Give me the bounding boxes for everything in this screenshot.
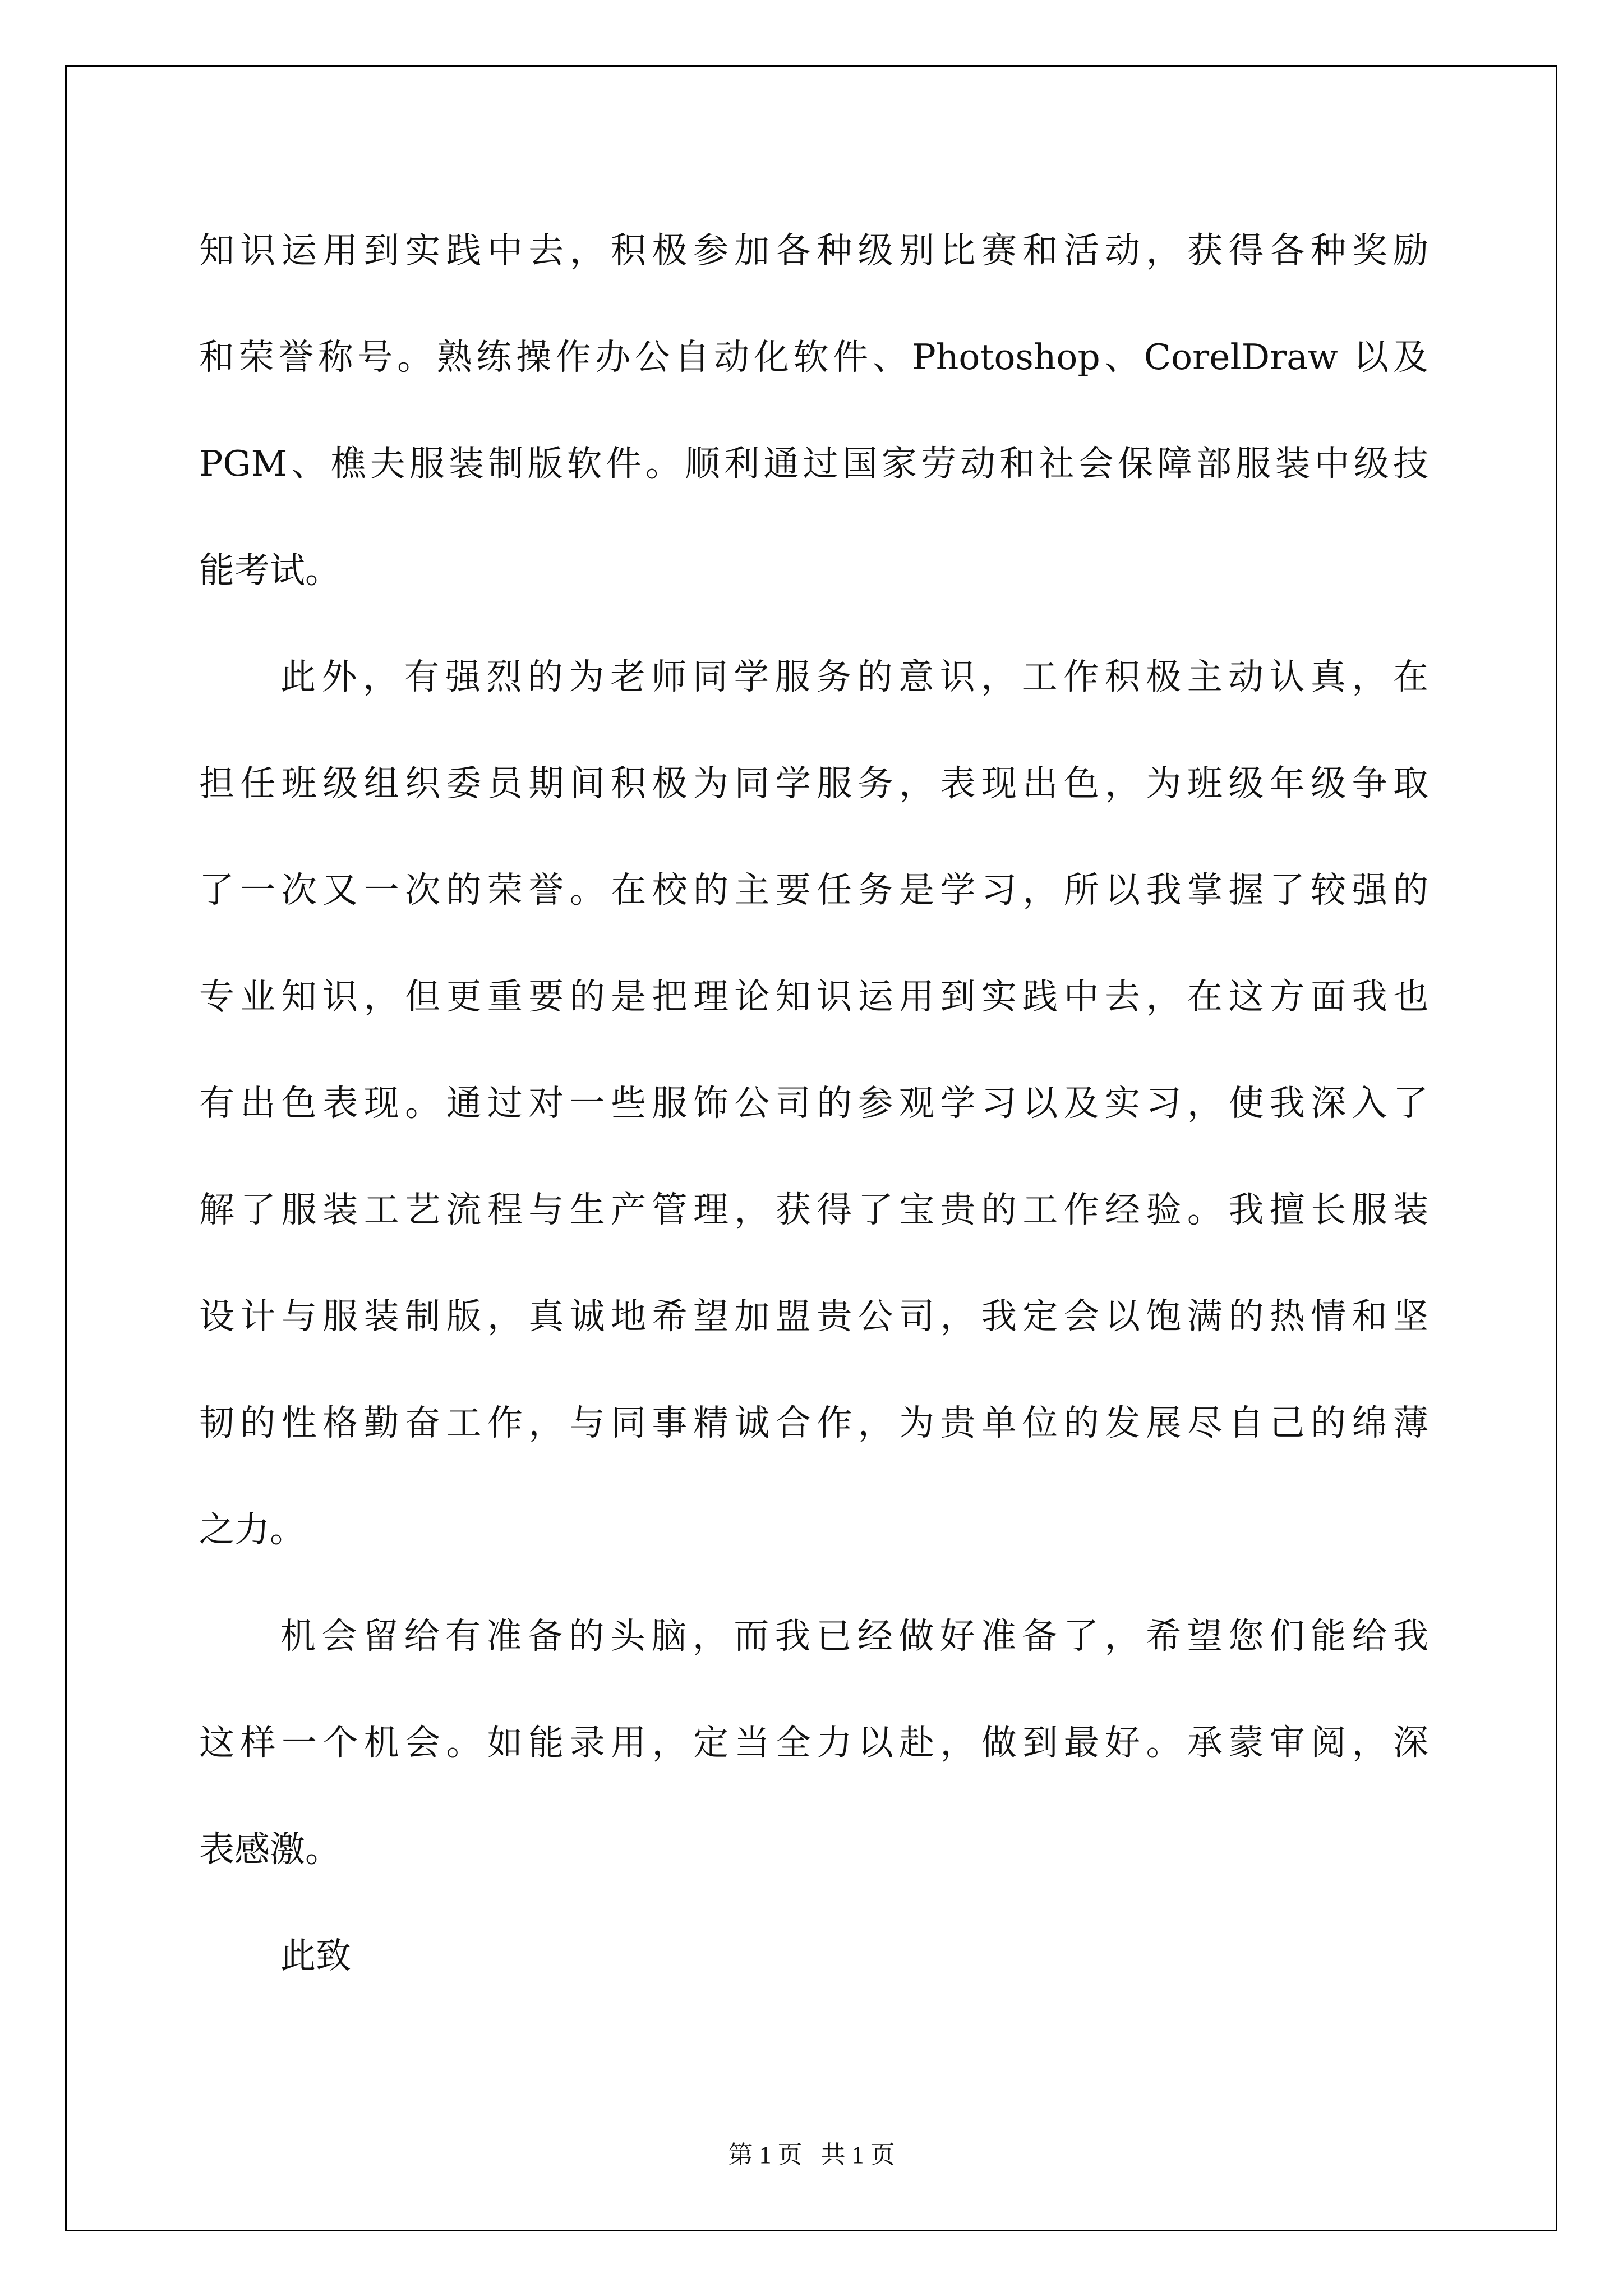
paragraph-line: 知识运用到实践中去，积极参加各种级别比赛和活动，获得各种奖励: [199, 230, 1428, 271]
paragraph-line: 解了服装工艺流程与生产管理，获得了宝贵的工作经验。我擅长服装: [199, 1189, 1428, 1230]
paragraph-line: 专业知识，但更重要的是把理论知识运用到实践中去，在这方面我也: [199, 976, 1428, 1017]
paragraph-line: 能考试。: [199, 550, 340, 591]
paragraph-line: 这样一个机会。如能录用，定当全力以赴，做到最好。承蒙审阅，深: [199, 1722, 1428, 1763]
paragraph-line: 之力。: [199, 1509, 305, 1550]
paragraph-line: 表感激。: [199, 1829, 340, 1870]
paragraph-line: 设计与服装制版，真诚地希望加盟贵公司，我定会以饱满的热情和坚: [199, 1296, 1428, 1337]
closing-salutation: 此致: [280, 1935, 351, 1976]
paragraph-line: 有出色表现。通过对一些服饰公司的参观学习以及实习，使我深入了: [199, 1083, 1428, 1124]
paragraph-line: 和荣誉称号。熟练操作办公自动化软件、Photoshop、CorelDraw 以及: [199, 337, 1428, 378]
paragraph-line: 此外，有强烈的为老师同学服务的意识，工作积极主动认真，在: [280, 656, 1428, 697]
letter-body: [199, 211, 1428, 2023]
paragraph-line: 担任班级组织委员期间积极为同学服务，表现出色，为班级年级争取: [199, 763, 1428, 804]
paragraph-line: 机会留给有准备的头脑，而我已经做好准备了，希望您们能给我: [280, 1616, 1428, 1657]
paragraph-line: PGM、樵夫服装制版软件。顺利通过国家劳动和社会保障部服装中级技: [199, 443, 1428, 484]
paragraph-line: 韧的性格勤奋工作，与同事精诚合作，为贵单位的发展尽自己的绵薄: [199, 1402, 1428, 1443]
paragraph-line: 了一次又一次的荣誉。在校的主要任务是学习，所以我掌握了较强的: [199, 869, 1428, 910]
page-footer: 第 1 页 共 1 页: [728, 2141, 895, 2169]
